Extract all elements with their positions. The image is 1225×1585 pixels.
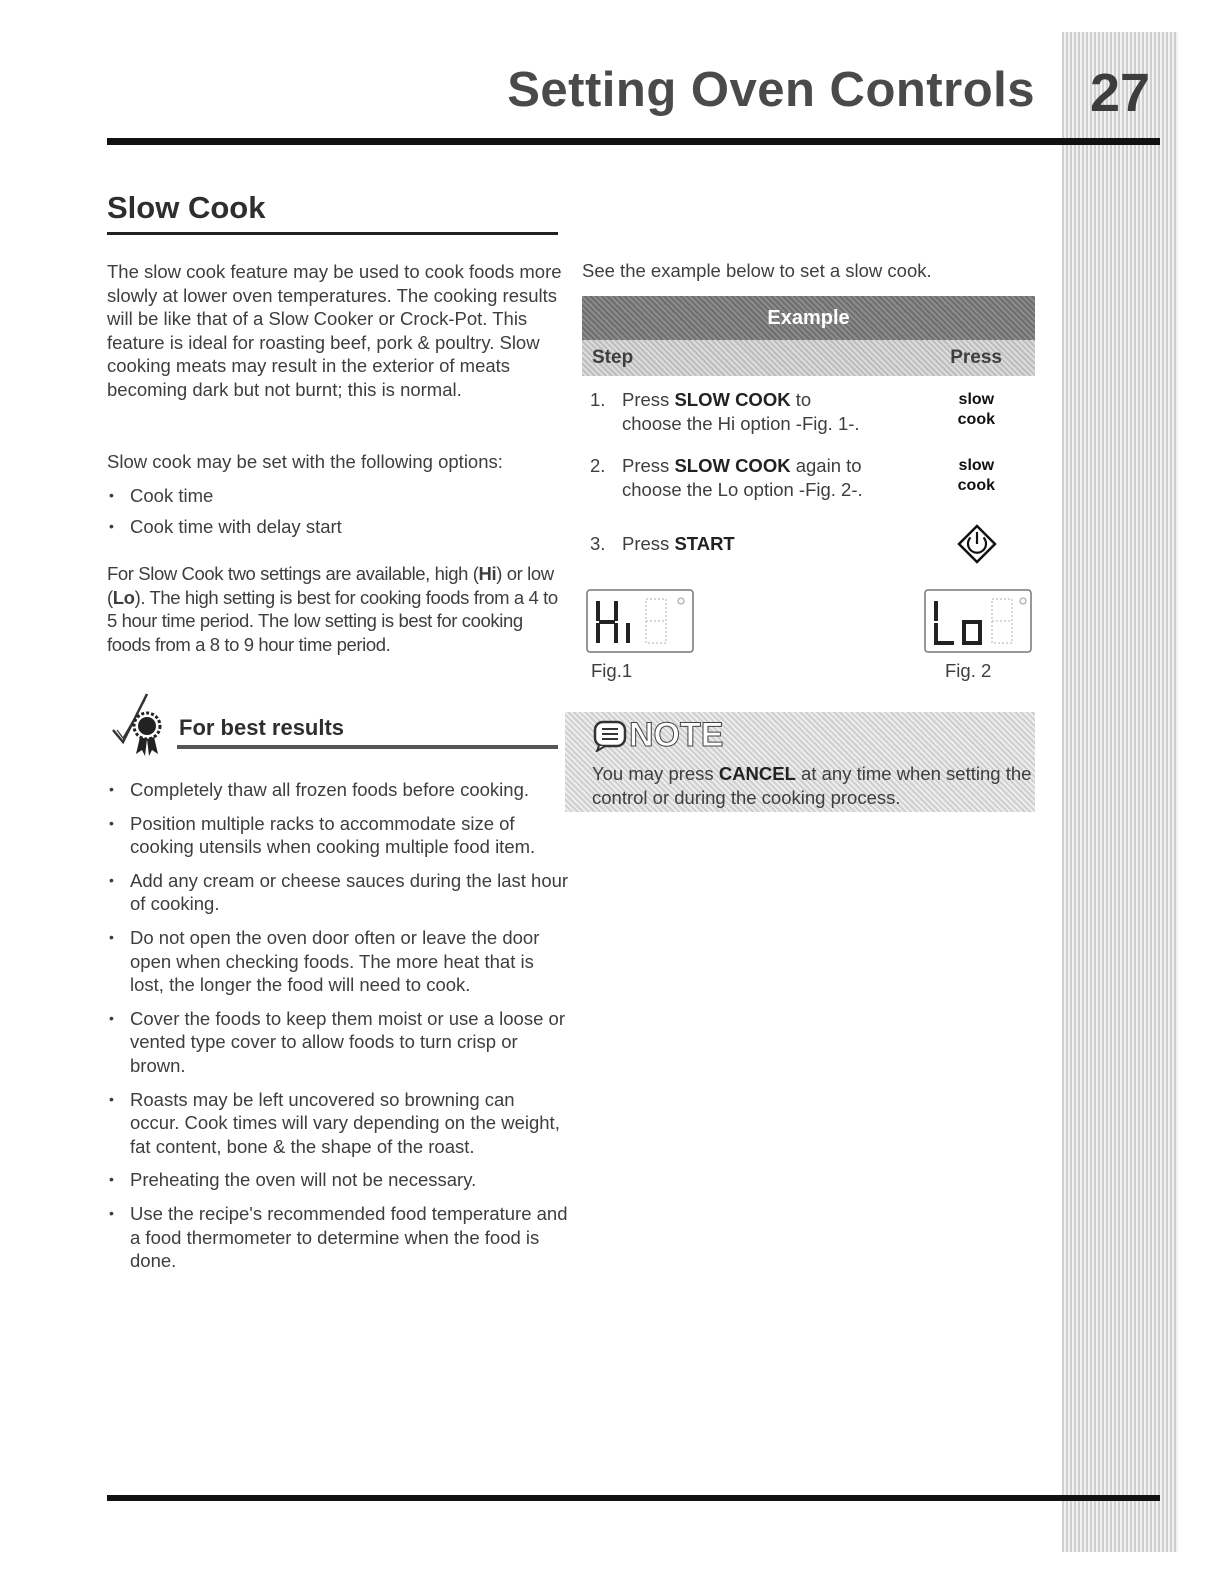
- note-title: NOTE: [629, 716, 724, 754]
- list-item: • Roasts may be left uncovered so browning can occur. Cook times will vary depending on the weight, fat content, bone & the shape of the roast.: [107, 1088, 569, 1159]
- list-item: • Position multiple racks to accommodate size of cooking utensils when cooking multiple food item.: [107, 812, 569, 859]
- footer-rule: [107, 1495, 1160, 1501]
- lcd-display-lo: [924, 589, 1032, 653]
- step-header: Step: [592, 347, 634, 368]
- figure-caption: Fig. 2: [945, 660, 992, 681]
- intro-paragraph: [107, 260, 567, 402]
- list-item: • Cover the foods to keep them moist or use a loose or vented type cover to allow foods to turn crisp or brown.: [107, 1007, 569, 1078]
- press-header: Press: [950, 347, 1002, 368]
- list-item: • Do not open the oven door often or leave the door open when checking foods. The more heat that is lost, the longer the food will need to cook.: [107, 926, 569, 997]
- example-title: Example: [582, 296, 1035, 340]
- settings-text: For Slow Cook two settings are available, high (Hi) or low (Lo). The high setting is best for cooking foods from a 4 to 5 hour time period. The low setting is best for cooking foods from a 8 to 9 hour time period.: [107, 563, 558, 655]
- start-diamond-icon: [957, 524, 997, 564]
- slow-cook-key: slow cook: [957, 391, 995, 428]
- note-box: [565, 712, 1035, 812]
- step-2: 2. Press SLOW COOK again to choose the Lo option -Fig. 2-. slow cook: [590, 455, 995, 500]
- page-number: 27: [1089, 63, 1151, 123]
- list-item: • Use the recipe's recommended food temperature and a food thermometer to determine when the food is done.: [107, 1202, 569, 1273]
- step-1: 1. Press SLOW COOK to choose the Hi option -Fig. 1-. slow cook: [590, 389, 995, 434]
- lcd-display-hi: [586, 589, 694, 653]
- hi-setting: Hi: [478, 563, 497, 584]
- list-item: • Cook time: [107, 484, 567, 508]
- list-item: • Cook time with delay start: [107, 515, 567, 539]
- best-results-header: [107, 690, 558, 760]
- slow-cook-key: slow cook: [957, 457, 995, 494]
- tips-list: [107, 778, 569, 1283]
- settings-paragraph: [107, 562, 567, 656]
- list-item: • Add any cream or cheese sauces during the last hour of cooking.: [107, 869, 569, 916]
- note-pad-icon: [593, 720, 627, 752]
- section-rule: [107, 232, 558, 235]
- options-intro: [107, 450, 567, 474]
- header-rule: [107, 138, 1160, 145]
- figure-caption: Fig.1: [591, 660, 633, 681]
- page-tab-strip: [1062, 32, 1178, 1552]
- best-results-title: For best results: [179, 715, 345, 740]
- options-list: [107, 484, 567, 545]
- intro-text: The slow cook feature may be used to cook foods more slowly at lower oven temperatures. The cooking results will be like that of a Slow Cooker or Crock-Pot. This feature is ideal for roasting beef, pork & poultry. Slow cooking meats may result in the exterior of meats becoming dark but not burnt; this is normal.: [107, 261, 562, 400]
- options-intro-text: Slow cook may be set with the following options:: [107, 451, 503, 472]
- example-intro: See the example below to set a slow cook.: [582, 260, 932, 281]
- section-title: Slow Cook: [107, 190, 266, 225]
- list-item: • Completely thaw all frozen foods before cooking.: [107, 778, 569, 802]
- best-results-rule: [177, 745, 558, 749]
- list-item: • Preheating the oven will not be necessary.: [107, 1168, 569, 1192]
- lo-setting: Lo: [112, 586, 135, 608]
- example-column-headers: [582, 340, 1035, 376]
- note-text: You may press CANCEL at any time when setting the control or during the cooking process.: [592, 763, 1032, 808]
- award-ribbon-icon: [107, 690, 175, 760]
- step-3: 3. Press START: [590, 533, 735, 554]
- page-title: Setting Oven Controls: [507, 63, 1035, 117]
